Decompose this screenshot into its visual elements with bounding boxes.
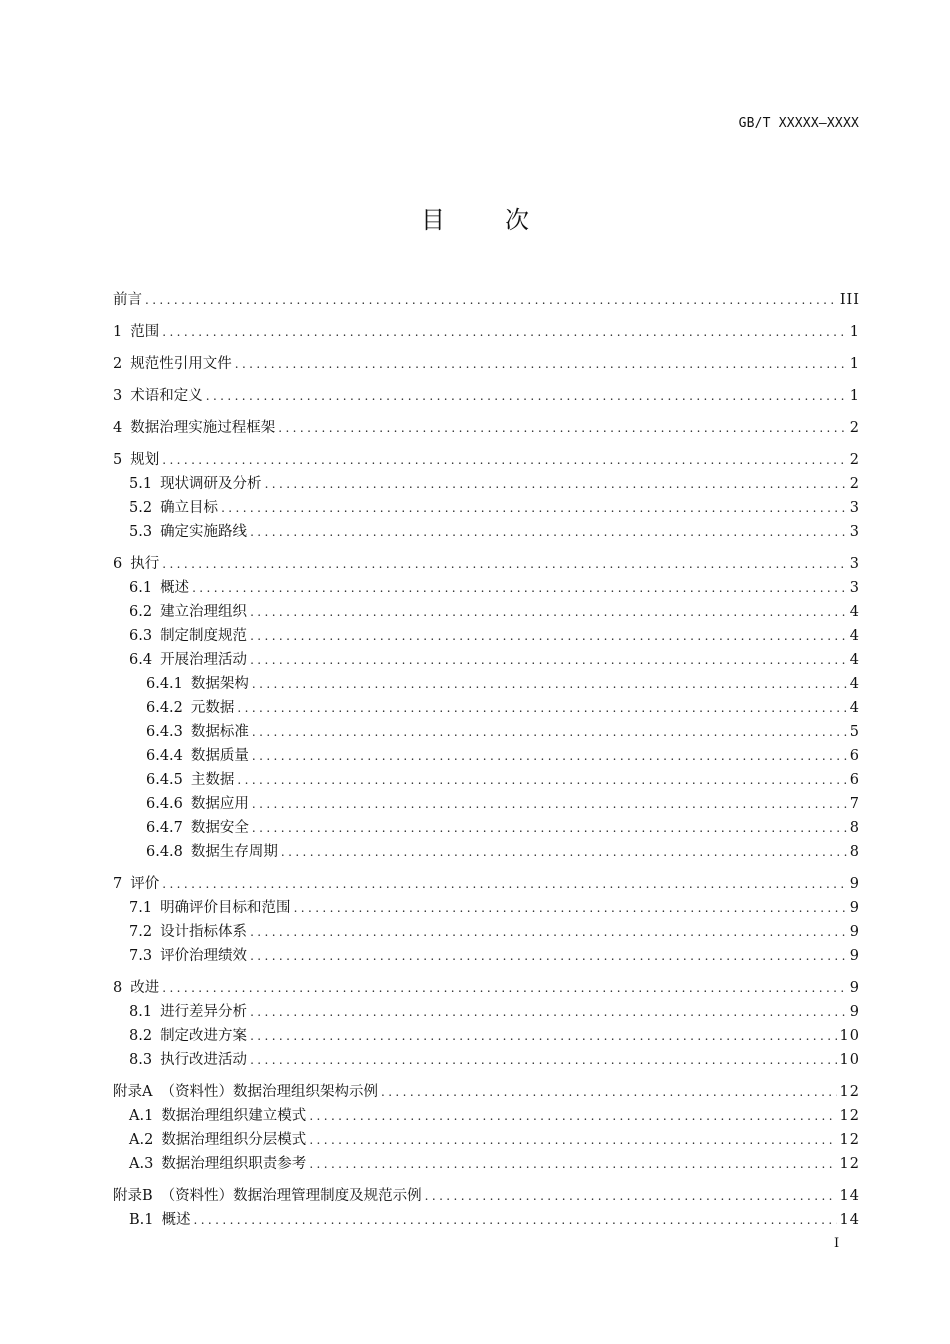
toc-entry-number: B.1 <box>129 1212 154 1228</box>
toc-entry-title: 元数据 <box>190 700 235 716</box>
toc-entry-page: 12 <box>839 1108 860 1124</box>
dot-leader <box>294 896 847 920</box>
toc-entry-number: 6 <box>113 556 123 572</box>
dot-leader <box>250 1048 836 1072</box>
toc-entry-number: 4 <box>113 420 123 436</box>
toc-entry[interactable] <box>113 552 860 576</box>
toc-entry-title: 开展治理活动 <box>160 652 248 668</box>
toc-entry-page: 3 <box>849 556 860 572</box>
toc-entry-page: 10 <box>839 1052 860 1068</box>
dot-leader <box>206 384 847 408</box>
dot-leader <box>252 720 847 744</box>
toc-entry[interactable] <box>113 320 860 344</box>
toc-entry-page: 6 <box>849 772 860 788</box>
toc-entry[interactable] <box>113 896 860 920</box>
toc-entry[interactable] <box>113 288 860 312</box>
dot-leader <box>162 552 847 576</box>
toc-entry-title: 数据标准 <box>190 724 249 740</box>
toc-entry-number: 6.4.4 <box>146 748 183 764</box>
toc-entry-number: 7.2 <box>129 924 153 940</box>
toc-entry-number: 6.4.7 <box>146 820 183 836</box>
toc-entry[interactable] <box>113 1152 860 1176</box>
toc-entry-page: III <box>839 292 860 308</box>
toc-entry-page: 1 <box>849 324 860 340</box>
toc-entry-title: 数据治理组织分层模式 <box>161 1132 307 1148</box>
toc-entry[interactable] <box>113 384 860 408</box>
toc-entry-page: 3 <box>849 580 860 596</box>
toc-entry-title: 进行差异分析 <box>160 1004 248 1020</box>
toc-entry-number: 5.1 <box>129 476 153 492</box>
toc-entry-title: 制定改进方案 <box>160 1028 248 1044</box>
toc-entry[interactable] <box>113 624 860 648</box>
toc-entry-page: 4 <box>849 652 860 668</box>
toc-entry-number: 5.2 <box>129 500 153 516</box>
toc-entry-title: 术语和定义 <box>130 388 203 404</box>
toc-entry[interactable] <box>113 352 860 376</box>
toc-entry-number: 2 <box>113 356 123 372</box>
toc-entry[interactable] <box>113 720 860 744</box>
toc-entry[interactable] <box>113 744 860 768</box>
toc-entry-title: 前言 <box>113 292 142 308</box>
toc-entry-number: 6.3 <box>129 628 153 644</box>
toc-entry[interactable] <box>113 696 860 720</box>
toc-entry-title: 数据治理实施过程框架 <box>130 420 276 436</box>
toc-entry-page: 9 <box>849 980 860 996</box>
dot-leader <box>381 1080 837 1104</box>
toc-entry-title: 规划 <box>130 452 160 468</box>
dot-leader <box>252 816 847 840</box>
toc-entry[interactable] <box>113 1080 860 1104</box>
toc-entry-number: 8.3 <box>129 1052 153 1068</box>
toc-entry-page: 12 <box>839 1084 860 1100</box>
toc-entry-number: 8.2 <box>129 1028 153 1044</box>
dot-leader <box>250 1024 836 1048</box>
dot-leader <box>250 944 847 968</box>
toc-entry-title: 制定制度规范 <box>160 628 248 644</box>
dot-leader <box>252 744 847 768</box>
toc-entry-number: 6.4.2 <box>146 700 183 716</box>
toc-entry[interactable] <box>113 1208 860 1232</box>
dot-leader <box>250 520 847 544</box>
dot-leader <box>237 768 846 792</box>
toc-entry[interactable] <box>113 1128 860 1152</box>
toc-entry-number: 附录B <box>113 1188 153 1204</box>
page-title: 目次 <box>421 206 589 234</box>
toc-entry-number: 附录A <box>113 1084 153 1100</box>
document-code: GB/T XXXXX—XXXX <box>738 116 859 131</box>
toc-entry-page: 9 <box>849 948 860 964</box>
toc-entry-number: 1 <box>113 324 123 340</box>
dot-leader <box>162 976 847 1000</box>
toc-entry-page: 8 <box>849 844 860 860</box>
toc-entry-page: 6 <box>849 748 860 764</box>
toc-entry-number: 7.3 <box>129 948 153 964</box>
toc-entry-title: 评价 <box>130 876 160 892</box>
toc-entry[interactable] <box>113 872 860 896</box>
toc-entry-number: 6.4.3 <box>146 724 183 740</box>
toc-entry-title: 确定实施路线 <box>160 524 248 540</box>
toc-entry[interactable] <box>113 1048 860 1072</box>
toc-entry-title: 主数据 <box>190 772 235 788</box>
dot-leader <box>221 496 847 520</box>
toc-entry-title: 评价治理绩效 <box>160 948 248 964</box>
toc-entry-page: 2 <box>849 452 860 468</box>
dot-leader <box>425 1184 837 1208</box>
toc-entry-title: 数据治理组织职责参考 <box>161 1156 307 1172</box>
toc-entry-page: 1 <box>849 388 860 404</box>
toc-entry-title: 数据应用 <box>190 796 249 812</box>
toc-entry-page: 4 <box>849 604 860 620</box>
dot-leader <box>265 472 847 496</box>
toc-entry-number: 6.2 <box>129 604 153 620</box>
toc-entry-page: 4 <box>849 628 860 644</box>
toc-entry-title: 现状调研及分析 <box>160 476 262 492</box>
toc-entry-title: 数据生存周期 <box>190 844 278 860</box>
toc-entry-title: 规范性引用文件 <box>130 356 232 372</box>
toc-entry-page: 12 <box>839 1132 860 1148</box>
toc-entry-title: 确立目标 <box>160 500 219 516</box>
toc-entry[interactable] <box>113 1184 860 1208</box>
toc-entry-page: 12 <box>839 1156 860 1172</box>
toc-entry-number: 6.4.8 <box>146 844 183 860</box>
toc-entry-number: 5.3 <box>129 524 153 540</box>
toc-entry-page: 2 <box>849 420 860 436</box>
dot-leader <box>235 352 847 376</box>
toc-entry[interactable] <box>113 576 860 600</box>
toc-entry[interactable] <box>113 816 860 840</box>
toc-entry-page: 4 <box>849 676 860 692</box>
toc-entry-number: 6.4.1 <box>146 676 183 692</box>
toc-entry-page: 8 <box>849 820 860 836</box>
dot-leader <box>145 288 837 312</box>
toc-entry[interactable] <box>113 520 860 544</box>
dot-leader <box>281 840 847 864</box>
toc-entry-page: 7 <box>849 796 860 812</box>
dot-leader <box>237 696 846 720</box>
toc-entry-title: （资料性）数据治理管理制度及规范示例 <box>160 1188 422 1204</box>
toc-entry-page: 10 <box>839 1028 860 1044</box>
toc-entry-page: 9 <box>849 924 860 940</box>
toc-entry[interactable] <box>113 672 860 696</box>
toc-entry-page: 14 <box>839 1188 860 1204</box>
dot-leader <box>250 1000 847 1024</box>
toc-entry-title: 概述 <box>160 580 190 596</box>
toc-entry-title: 明确评价目标和范围 <box>160 900 291 916</box>
dot-leader <box>162 872 847 896</box>
toc-entry[interactable] <box>113 600 860 624</box>
toc-entry-number: 3 <box>113 388 123 404</box>
toc-entry-number: 7.1 <box>129 900 153 916</box>
toc-entry-number: A.3 <box>129 1156 154 1172</box>
toc-entry-page: 3 <box>849 500 860 516</box>
toc-entry-title: 范围 <box>130 324 160 340</box>
table-of-contents <box>113 288 860 1232</box>
toc-entry-page: 2 <box>849 476 860 492</box>
toc-entry-title: 执行 <box>130 556 160 572</box>
dot-leader <box>162 320 847 344</box>
toc-entry[interactable] <box>113 840 860 864</box>
toc-entry[interactable] <box>113 472 860 496</box>
toc-entry-title: 设计指标体系 <box>160 924 248 940</box>
toc-entry-number: 8.1 <box>129 1004 153 1020</box>
toc-entry-page: 5 <box>849 724 860 740</box>
toc-entry-page: 4 <box>849 700 860 716</box>
toc-entry[interactable] <box>113 648 860 672</box>
toc-entry[interactable] <box>113 944 860 968</box>
toc-entry-number: A.2 <box>129 1132 154 1148</box>
dot-leader <box>162 448 847 472</box>
toc-entry-number: 6.4.5 <box>146 772 183 788</box>
toc-entry-title: 改进 <box>130 980 160 996</box>
toc-entry-page: 14 <box>839 1212 860 1228</box>
toc-entry-page: 3 <box>849 524 860 540</box>
toc-entry-number: 8 <box>113 980 123 996</box>
toc-entry[interactable] <box>113 448 860 472</box>
toc-entry[interactable] <box>113 920 860 944</box>
toc-entry-title: 建立治理组织 <box>160 604 248 620</box>
toc-entry-page: 1 <box>849 356 860 372</box>
toc-entry-number: A.1 <box>129 1108 154 1124</box>
toc-entry-title: 数据质量 <box>190 748 249 764</box>
toc-entry[interactable] <box>113 976 860 1000</box>
toc-entry-title: （资料性）数据治理组织架构示例 <box>160 1084 378 1100</box>
toc-entry[interactable] <box>113 416 860 440</box>
toc-entry-number: 6.4.6 <box>146 796 183 812</box>
dot-leader <box>250 624 847 648</box>
dot-leader <box>252 792 847 816</box>
toc-entry-number: 6.4 <box>129 652 153 668</box>
toc-entry-page: 9 <box>849 876 860 892</box>
toc-entry-page: 9 <box>849 900 860 916</box>
dot-leader <box>278 416 847 440</box>
toc-entry[interactable] <box>113 768 860 792</box>
dot-leader <box>309 1128 836 1152</box>
dot-leader <box>309 1104 836 1128</box>
toc-entry-number: 7 <box>113 876 123 892</box>
toc-entry-number: 5 <box>113 452 123 468</box>
dot-leader <box>192 576 847 600</box>
toc-entry[interactable] <box>113 1104 860 1128</box>
dot-leader <box>309 1152 836 1176</box>
toc-entry-title: 执行改进活动 <box>160 1052 248 1068</box>
dot-leader <box>194 1208 837 1232</box>
toc-entry-title: 数据安全 <box>190 820 249 836</box>
dot-leader <box>250 648 847 672</box>
toc-entry-number: 6.1 <box>129 580 153 596</box>
page-number: I <box>834 1236 840 1251</box>
toc-entry-title: 概述 <box>161 1212 191 1228</box>
toc-entry-page: 9 <box>849 1004 860 1020</box>
toc-entry[interactable] <box>113 1024 860 1048</box>
toc-entry[interactable] <box>113 792 860 816</box>
dot-leader <box>252 672 847 696</box>
toc-entry[interactable] <box>113 496 860 520</box>
toc-entry-title: 数据架构 <box>190 676 249 692</box>
dot-leader <box>250 600 847 624</box>
dot-leader <box>250 920 847 944</box>
toc-entry[interactable] <box>113 1000 860 1024</box>
toc-entry-title: 数据治理组织建立模式 <box>161 1108 307 1124</box>
